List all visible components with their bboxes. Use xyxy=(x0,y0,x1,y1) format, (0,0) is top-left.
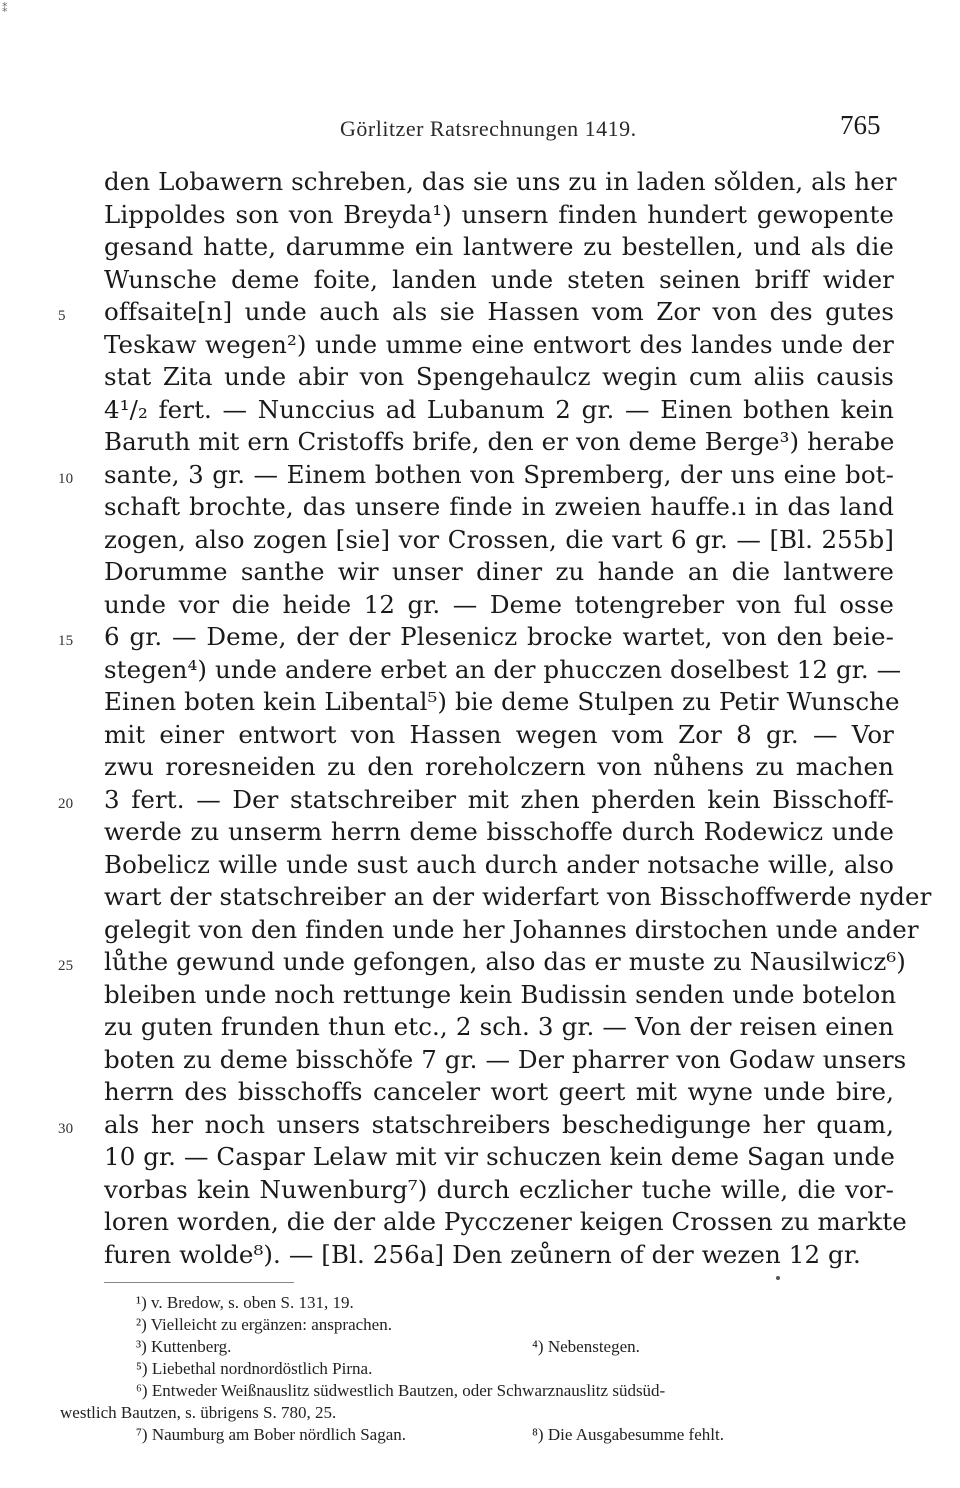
text-line xyxy=(104,589,894,622)
line-number: 10 xyxy=(58,470,74,487)
footnotes xyxy=(60,1292,900,1446)
footnote: ²) Vielleicht zu ergänzen: ansprachen. xyxy=(136,1315,392,1334)
text-line xyxy=(58,946,906,979)
footnote: westlich Bautzen, s. übrigens S. 780, 25. xyxy=(60,1403,337,1422)
body-text xyxy=(58,166,932,1271)
page-number: 765 xyxy=(840,110,881,140)
line-text: Bobelicz wille unde sust auch durch ander notsache wille, also xyxy=(104,849,894,879)
text-line xyxy=(104,199,894,232)
line-text: herrn des bisschoffs canceler wort geert mit wyne unde bire, xyxy=(104,1077,894,1106)
line-text: lůthe gewund unde gefongen, also das er muste zu Nausilwicz⁶) xyxy=(104,947,906,976)
text-line xyxy=(104,556,894,589)
text-line xyxy=(104,1076,894,1109)
line-text: Baruth mit ern Cristoffs brife, den er von deme Berge³) herabe xyxy=(104,427,895,456)
line-text: mit einer entwort von Hassen wegen vom Zor 8 gr. — Vor xyxy=(104,719,894,749)
line-text: wart der statschreiber an der widerfart von Bisschoffwerde nyder xyxy=(104,882,932,911)
line-text: 4¹/₂ fert. — Nunccius ad Lubanum 2 gr. — Einen bothen kein xyxy=(104,394,894,424)
footnote: ⁶) Entweder Weißnauslitz südwestlich Bautzen, oder Schwarznauslitz südsüd- xyxy=(136,1381,666,1400)
footnote: ³) Kuttenberg. xyxy=(136,1337,232,1356)
text-line xyxy=(104,394,894,427)
line-text: Lippoldes son von Breyda¹) unsern finden hundert gewopente xyxy=(104,199,894,229)
text-line xyxy=(104,524,894,557)
footnote: ⁵) Liebethal nordnordöstlich Pirna. xyxy=(136,1359,373,1378)
text-line xyxy=(104,231,894,264)
line-text: bleiben unde noch rettunge kein Budissin senden unde botelon xyxy=(104,979,897,1009)
footnote: ¹) v. Bredow, s. oben S. 131, 19. xyxy=(136,1293,354,1312)
footnote-line xyxy=(60,1336,900,1358)
footnote-rule xyxy=(104,1282,294,1283)
text-line xyxy=(58,784,894,817)
line-number: 20 xyxy=(58,795,74,812)
line-text: 10 gr. — Caspar Lelaw mit vir schuczen kein deme Sagan unde xyxy=(104,1142,895,1171)
text-line xyxy=(104,654,902,687)
footnote: ⁷) Naumburg am Bober nördlich Sagan. xyxy=(136,1425,406,1444)
line-number: 5 xyxy=(58,308,66,324)
footnote-line xyxy=(60,1358,900,1380)
text-line xyxy=(104,329,894,362)
line-text: als her noch unsers statschreibers beschedigunge her quam, xyxy=(104,1109,894,1139)
line-text: 6 gr. — Deme, der der Plesenicz brocke wartet, von den beie- xyxy=(104,622,894,651)
line-text: 3 fert. — Der statschreiber mit zhen pherden kein Bisschoff- xyxy=(104,784,894,814)
text-line xyxy=(104,1174,894,1207)
text-line xyxy=(104,719,894,752)
footnote-line xyxy=(60,1402,900,1424)
text-line xyxy=(104,1044,907,1077)
corner-mark: ⁑ xyxy=(2,2,8,15)
text-line xyxy=(104,914,919,947)
text-line xyxy=(104,686,900,719)
line-text: gelegit von den finden unde her Johannes dirstochen unde ander xyxy=(104,914,919,944)
line-text: zwu roresneiden zu den roreholczern von nůhens zu machen xyxy=(104,752,894,781)
line-text: Teskaw wegen²) unde umme eine entwort des landes unde der xyxy=(104,329,894,359)
text-line xyxy=(104,1141,894,1174)
text-line xyxy=(104,264,894,297)
line-text: zu guten frunden thun etc., 2 sch. 3 gr. — Von der reisen einen xyxy=(104,1012,894,1041)
footnote-line xyxy=(60,1292,900,1314)
line-text: vorbas kein Nuwenburg⁷) durch eczlicher tuche wille, die vor- xyxy=(104,1174,894,1204)
running-title: Görlitzer Ratsrechnungen 1419. xyxy=(340,116,637,141)
text-line xyxy=(104,1011,894,1044)
text-line xyxy=(58,621,894,654)
text-line xyxy=(104,166,897,199)
line-text: stat Zita unde abir von Spengehaulcz wegin cum aliis causis xyxy=(104,362,894,391)
text-line xyxy=(104,849,894,882)
footnote: ⁴) Nebenstegen. xyxy=(532,1337,640,1356)
line-number: 25 xyxy=(58,958,74,974)
line-text: werde zu unserm herrn deme bisschoffe durch Rodewicz unde xyxy=(104,817,894,846)
text-line xyxy=(104,979,897,1012)
line-text: Dorumme santhe wir unser diner zu hande an die lantwere xyxy=(104,557,894,586)
text-line xyxy=(58,1109,894,1142)
line-text: unde vor die heide 12 gr. — Deme totengreber von ful osse xyxy=(104,589,894,619)
line-text: den Lobawern schreben, das sie uns zu in laden sǒlden, als her xyxy=(104,167,897,196)
text-line xyxy=(104,491,894,524)
text-line xyxy=(58,459,894,492)
line-text: zogen, also zogen [sie] vor Crossen, die vart 6 gr. — [Bl. 255b] xyxy=(104,524,894,554)
text-line xyxy=(104,426,894,459)
line-text: Einen boten kein Libental⁵) bie deme Stulpen zu Petir Wunsche xyxy=(104,687,900,716)
footnote-line xyxy=(60,1380,900,1402)
footnote: ⁸) Die Ausgabesumme fehlt. xyxy=(532,1425,724,1444)
line-text: stegen⁴) unde andere erbet an der phucczen doselbest 12 gr. — xyxy=(104,654,902,684)
text-line xyxy=(104,881,932,914)
text-line xyxy=(104,361,894,394)
line-text: sante, 3 gr. — Einem bothen von Spremberg, der uns eine bot- xyxy=(104,459,894,489)
footnote-rule-dot xyxy=(776,1276,780,1280)
line-text: loren worden, die der alde Pycczener keigen Crossen zu markte xyxy=(104,1207,907,1236)
text-line xyxy=(58,296,894,329)
text-line xyxy=(104,751,894,784)
line-text: Wunsche deme foite, landen unde steten seinen briff wider xyxy=(104,264,894,294)
line-number: 15 xyxy=(58,633,74,649)
line-text: schaft brochte, das unsere finde in zweien hauffe.ı in das land xyxy=(104,492,894,521)
line-text: offsaite[n] unde auch als sie Hassen vom Zor von des gutes xyxy=(104,297,894,326)
line-text: gesand hatte, darumme ein lantwere zu bestellen, und als die xyxy=(104,232,894,261)
footnote-line xyxy=(60,1314,900,1336)
line-text: boten zu deme bisschǒfe 7 gr. — Der pharrer von Godaw unsers xyxy=(104,1044,907,1074)
line-text: furen wolde⁸). — [Bl. 256a] Den zeůnern of der wezen 12 gr. xyxy=(104,1239,861,1269)
text-line xyxy=(104,1206,907,1239)
text-line xyxy=(104,1239,894,1272)
line-number: 30 xyxy=(58,1120,74,1137)
text-line xyxy=(104,816,894,849)
footnote-line xyxy=(60,1424,900,1446)
